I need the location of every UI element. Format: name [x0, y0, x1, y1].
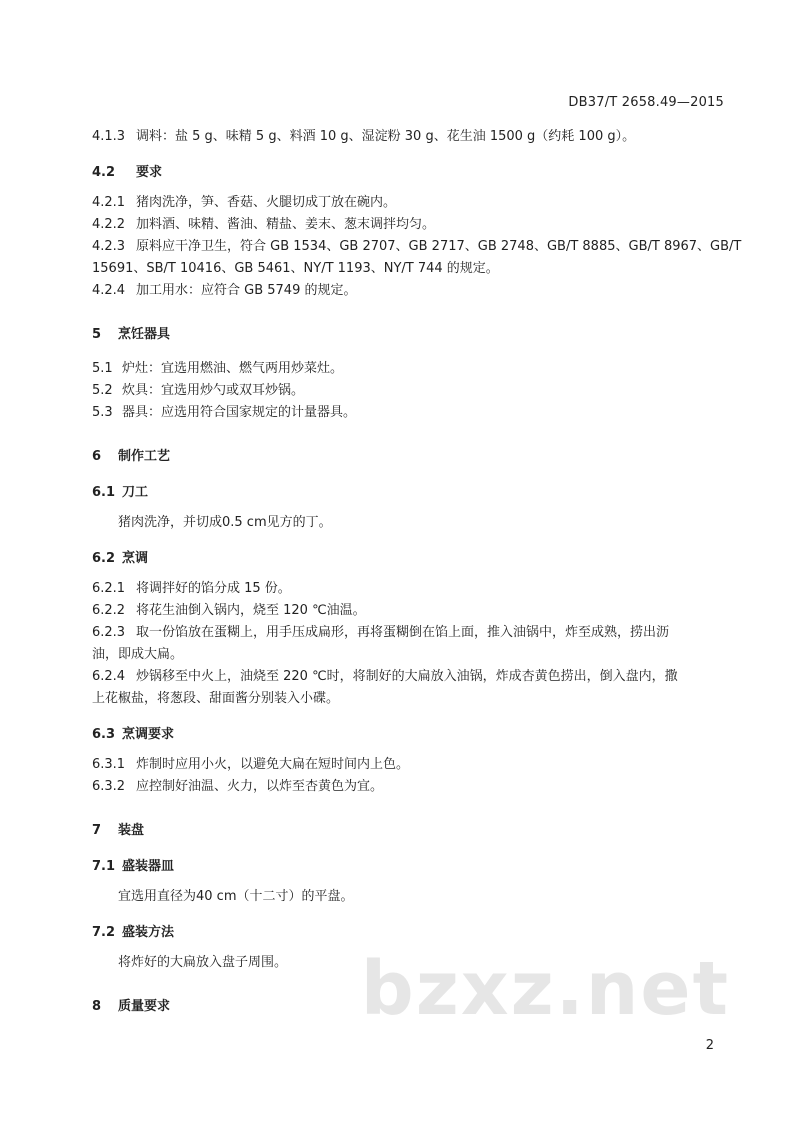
- clause-6-2-3: 6.2.3 取一份馅放在蛋糊上，用手压成扁形，再将蛋糊倒在馅上面，推入油锅中，炸至成熟，捞出沥: [92, 625, 670, 640]
- clause-6-3-1: 6.3.1 炸制时应用小火，以避免大扁在短时间内上色。: [92, 757, 410, 772]
- clause-4-2-3: 4.2.3 原料应干净卫生，符合 GB 1534、GB 2707、GB 2717、GB 2748、GB/T 8885、GB/T 8967、GB/T: [92, 239, 742, 254]
- clause-6-2-4: 6.2.4 炒锅移至中火上，油烧至 220 ℃时，将制好的大扁放入油锅，炸成杏黄色捞出，倒入盘内，撒: [92, 669, 678, 684]
- clause-5-3: 5.3 器具：应选用符合国家规定的计量器具。: [92, 405, 357, 420]
- watermark: bzxz.net: [360, 946, 730, 1032]
- heading-7-2: 7.2 盛装方法: [92, 925, 175, 940]
- paragraph-7-1: 宜选用直径为40 cm（十二寸）的平盘。: [118, 889, 354, 904]
- clause-6-3-2: 6.3.2 应控制好油温、火力，以炸至杏黄色为宜。: [92, 779, 384, 794]
- heading-7-1: 7.1 盛装器皿: [92, 859, 175, 874]
- clause-6-2-1: 6.2.1 将调拌好的馅分成 15 份。: [92, 581, 291, 596]
- document-code: DB37/T 2658.49—2015: [568, 95, 724, 110]
- heading-4-2: 4.2 要求: [92, 165, 163, 180]
- clause-5-2: 5.2 炊具：宜选用炒勺或双耳炒锅。: [92, 383, 305, 398]
- clause-4-2-1: 4.2.1 猪肉洗净，笋、香菇、火腿切成丁放在碗内。: [92, 195, 397, 210]
- heading-6-1: 6.1 刀工: [92, 485, 149, 500]
- clause-4-2-4: 4.2.4 加工用水：应符合 GB 5749 的规定。: [92, 283, 357, 298]
- clause-4-2-3-continued: 15691、SB/T 10416、GB 5461、NY/T 1193、NY/T 744 的规定。: [92, 261, 499, 276]
- heading-7: 7 装盘: [92, 823, 145, 838]
- heading-8: 8 质量要求: [92, 999, 171, 1014]
- heading-6: 6 制作工艺: [92, 449, 171, 464]
- clause-4-1-3: 4.1.3 调料：盐 5 g、味精 5 g、料酒 10 g、湿淀粉 30 g、花生油 1500 g（约耗 100 g）。: [92, 129, 636, 144]
- heading-6-3: 6.3 烹调要求: [92, 727, 175, 742]
- paragraph-7-2: 将炸好的大扁放入盘子周围。: [118, 955, 288, 970]
- heading-6-2: 6.2 烹调: [92, 551, 149, 566]
- heading-5: 5 烹饪器具: [92, 327, 171, 342]
- clause-6-2-2: 6.2.2 将花生油倒入锅内，烧至 120 ℃油温。: [92, 603, 366, 618]
- clause-5-1: 5.1 炉灶：宜选用燃油、燃气两用炒菜灶。: [92, 361, 344, 376]
- clause-6-2-4-continued: 上花椒盐，将葱段、甜面酱分别装入小碟。: [92, 691, 340, 706]
- document-body: [92, 126, 742, 1030]
- clause-6-2-3-continued: 油，即成大扁。: [92, 647, 184, 662]
- page-number: 2: [705, 1038, 714, 1053]
- paragraph-6-1: 猪肉洗净，并切成0.5 cm见方的丁。: [118, 515, 332, 530]
- clause-4-2-2: 4.2.2 加料酒、味精、酱油、精盐、姜末、葱末调拌均匀。: [92, 217, 436, 232]
